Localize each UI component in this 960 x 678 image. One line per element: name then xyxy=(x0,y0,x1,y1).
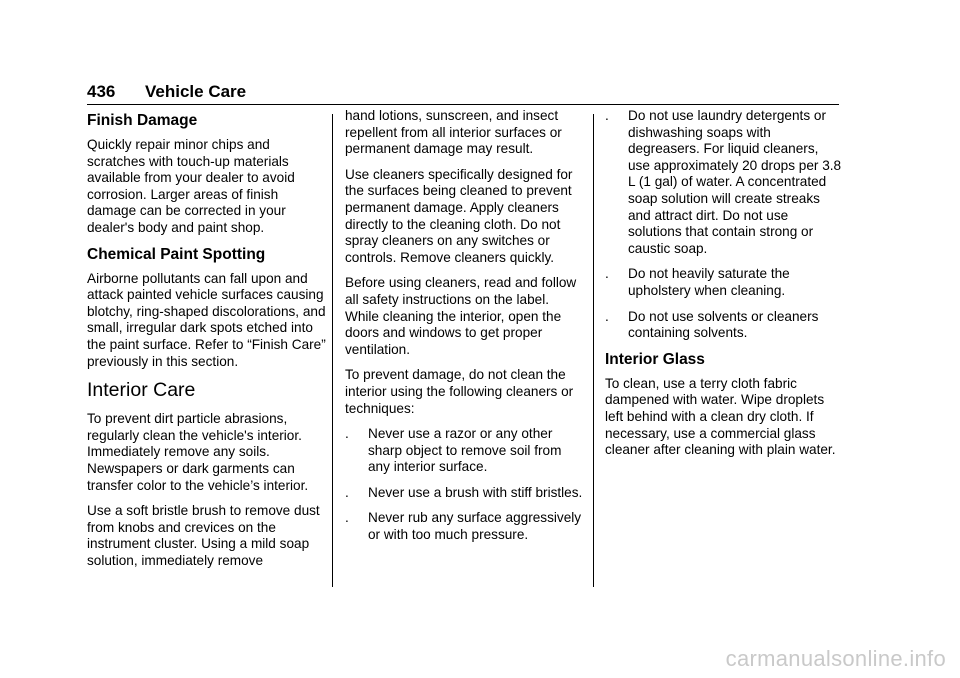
bullet-marker: . xyxy=(345,484,349,500)
column-divider-1 xyxy=(332,114,333,587)
page-number: 436 xyxy=(87,82,116,101)
list-item-text: Never rub any surface aggressively or with too much pressure. xyxy=(368,510,582,543)
list-item xyxy=(345,426,583,476)
column2-paragraph-4: To prevent damage, do not clean the interior using the following cleaners or techniques: xyxy=(345,367,574,416)
list-item xyxy=(605,266,843,299)
section-title: Vehicle Care xyxy=(145,82,247,101)
list-item-text: Do not use laundry detergents or dishwashing soaps with degreasers. For liquid cleaners, use approximately 20 drops per 3.8 L (1 gal) of water. A concentrated soap solution will create streaks and attract dirt. Do not use solutions that contain strong or caustic soap. xyxy=(628,108,842,256)
bullet-marker: . xyxy=(605,308,609,324)
watermark: carmanualsonline.info xyxy=(725,646,946,671)
page-header xyxy=(87,82,839,105)
list-item-text: Do not use solvents or cleaners containing solvents. xyxy=(628,308,819,341)
column-divider-2 xyxy=(593,114,594,587)
finish-damage-paragraph: Quickly repair minor chips and scratches with touch-up materials available from your dealer to avoid corrosion. Larger areas of finish damage can be corrected in your dealer's body and paint shop. xyxy=(87,137,295,235)
column2-paragraph-3: Before using cleaners, read and follow all safety instructions on the label. While cleaning the interior, open the doors and windows to get proper ventilation. xyxy=(345,275,577,357)
bullet-marker: . xyxy=(605,266,609,282)
list-item-text: Never use a brush with stiff bristles. xyxy=(368,484,583,500)
list-item xyxy=(605,108,843,257)
interior-care-paragraph-2: Use a soft bristle brush to remove dust from knobs and crevices on the instrument cluster. Using a mild soap solution, immediately remove xyxy=(87,503,320,568)
list-item-text: Do not heavily saturate the upholstery when cleaning. xyxy=(628,266,790,298)
column-2 xyxy=(345,108,583,553)
column-3 xyxy=(605,108,843,468)
bullet-marker: . xyxy=(345,426,349,442)
list-item xyxy=(345,485,583,502)
cleaner-restrictions-list xyxy=(605,108,843,342)
column-1 xyxy=(87,108,327,578)
chemical-paint-spotting-heading: Chemical Paint Spotting xyxy=(87,245,266,263)
bullet-marker: . xyxy=(605,108,609,123)
interior-glass-paragraph: To clean, use a terry cloth fabric dampened with water. Wipe droplets left behind with a clean dry cloth. If necessary, use a commercial glass cleaner after cleaning with plain water. xyxy=(605,375,836,458)
cleaning-restrictions-list xyxy=(345,426,583,544)
list-item xyxy=(345,510,583,543)
chemical-paint-spotting-paragraph: Airborne pollutants can fall upon and attack painted vehicle surfaces causing blotchy, ring-shaped discolorations, and small, irregular dark spots etched into the paint surface. Refer to “Finish Care” previously in this section. xyxy=(87,270,326,369)
interior-care-paragraph-1: To prevent dirt particle abrasions, regularly clean the vehicle's interior. Immediately remove any soils. Newspapers or dark garments can transfer color to the vehicle’s interior. xyxy=(87,411,309,493)
interior-glass-heading: Interior Glass xyxy=(605,350,705,368)
interior-care-heading: Interior Care xyxy=(87,379,196,402)
bullet-marker: . xyxy=(345,510,349,526)
list-item xyxy=(605,309,843,342)
column2-paragraph-2: Use cleaners specifically designed for the surfaces being cleaned to prevent permanent damage. Apply cleaners directly to the cleaning cloth. Do not spray cleaners on any switches or controls. Remove cleaners quickly. xyxy=(345,166,573,265)
finish-damage-heading: Finish Damage xyxy=(87,112,198,129)
column2-paragraph-1: hand lotions, sunscreen, and insect repellent from all interior surfaces or permanent damage may result. xyxy=(345,108,562,157)
list-item-text: Never use a razor or any other sharp object to remove soil from any interior surface. xyxy=(368,426,562,475)
